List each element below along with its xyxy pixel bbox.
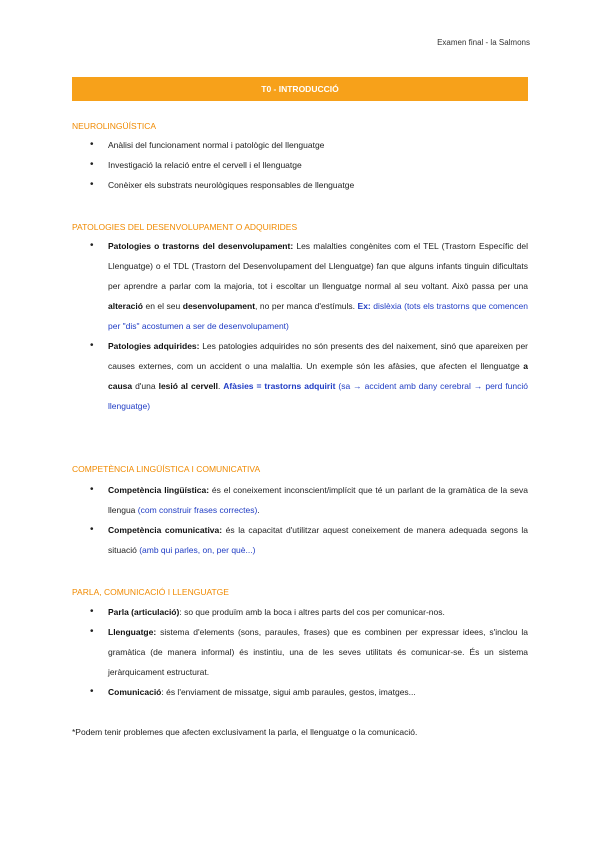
term-label: Patologies adquirides: — [108, 341, 200, 351]
parla-list — [72, 602, 528, 702]
page-header: Examen final - la Salmons — [437, 38, 530, 47]
section-title-competencia: COMPETÈNCIA LINGÜÍSTICA I COMUNICATIVA — [72, 464, 261, 474]
note-label: Afàsies = trastorns adquirit — [223, 381, 336, 391]
example-label: Ex: — [357, 301, 371, 311]
section-title-patologies: PATOLOGIES DEL DESENVOLUPAMENT O ADQUIRIDES — [72, 222, 298, 232]
footnote: *Podem tenir problemes que afecten exclusivament la parla, el llenguatge o la comunicació. — [72, 727, 418, 737]
list-item-parla: • Parla (articulació): so que produïm amb la boca i altres parts del cos per comunicar-nos. — [72, 602, 528, 622]
list-item: • Conèixer els substrats neurològiques responsables de llenguatge — [72, 175, 528, 195]
note-text: (sa → accident amb dany cerebral → perd funció llenguatge) — [108, 381, 529, 411]
term-label: Patologies o trastorns del desenvolupament: — [108, 241, 294, 251]
list-item-comunicacio: • Comunicació: és l'enviament de missatge, sigui amb paraules, gestos, imatges... — [72, 682, 528, 702]
list-item-competencia-comunicativa: • Competència comunicativa: és la capacitat d'utilitzar aquest coneixement de manera adequada segons la situació (amb qui parles, on, per què...) — [72, 520, 528, 560]
list-item-llenguatge: • Llenguatge: sistema d'elements (sons, paraules, frases) que es combinen per expressar idees, s'inclou la gramàtica (de manera informal) és instintiu, una de les seves utilitats és comunicar-se. És un sistema jeràrquicament estructurat. — [72, 622, 528, 682]
patologies-list — [72, 236, 528, 416]
competencia-list — [72, 480, 528, 560]
section-title-parla: PARLA, COMUNICACIÓ I LLENGUATGE — [72, 587, 229, 597]
chapter-banner: T0 - INTRODUCCIÓ — [72, 77, 528, 101]
neuro-list — [72, 135, 528, 195]
list-item-competencia-linguistica: • Competència lingüística: és el coneixement inconscient/implícit que té un parlant de la gramàtica de la seva llengua (com construir frases correctes). — [72, 480, 528, 520]
list-item-desenvolupament: • Patologies o trastorns del desenvolupament: Les malalties congènites com el TEL (Trastorn Específic del Llenguatge) o el TDL (Trastorn del Desenvolupament del Llenguatge) fan que alguns infants tinguin dificultats per aprendre a parlar com la majoria, tot i escoltar un llenguatge normal al seu voltant. Això passa per una alteració en el seu desenvolupament, no per manca d'estímuls. Ex: dislèxia (tots els trastorns que comencen per "dis" acostumen a ser de desenvolupament) — [72, 236, 528, 336]
list-item-adquirides: • Patologies adquirides: Les patologies adquirides no són presents des del naixement, sinó que apareixen per causes externes, com un accident o una malaltia. Un exemple són les afàsies, que afecten el llenguatge a causa d'una lesió al cervell. Afàsies = trastorns adquirit (sa → accident amb dany cerebral → perd funció llenguatge) — [72, 336, 528, 416]
example-text: dislèxia (tots els trastorns que comencen per "dis" acostumen a ser de desenvolupament) — [108, 301, 528, 331]
section-title-neurolinguistica: NEUROLINGÜÍSTICA — [72, 121, 157, 131]
list-item: • Investigació la relació entre el cervell i el llenguatge — [72, 155, 528, 175]
list-item: • Anàlisi del funcionament normal i patològic del llenguatge — [72, 135, 528, 155]
